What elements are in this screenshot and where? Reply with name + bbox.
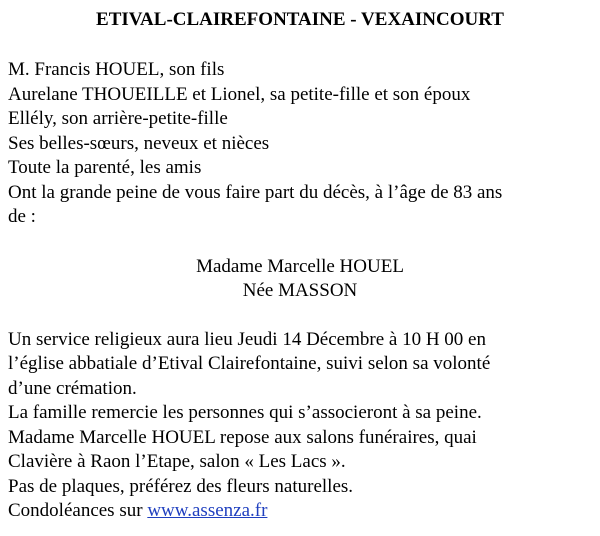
announcement-line-end: de : xyxy=(8,206,36,227)
service-line: Un service religieux aura lieu Jeudi 14 Décembre à 10 H 00 en xyxy=(8,328,486,350)
rest-location-line: Madame Marcelle HOUEL repose aux salons funéraires, quai xyxy=(8,426,477,448)
thanks-line: La famille remercie les personnes qui s’associeront à sa peine. xyxy=(8,402,482,423)
condolences-prefix: Condoléances sur xyxy=(8,500,148,521)
flowers-line: Pas de plaques, préférez des fleurs naturelles. xyxy=(8,475,354,497)
family-line-in-laws: Ses belles-sœurs, neveux et nièces xyxy=(8,132,270,154)
family-line-relatives: Toute la parenté, les amis xyxy=(8,157,202,178)
family-line-son: M. Francis HOUEL, son fils xyxy=(8,59,225,80)
deceased-name: Madame Marcelle HOUEL xyxy=(196,255,404,277)
family-line-granddaughter: Aurelane THOUEILLE et Lionel, sa petite-fille et son époux xyxy=(8,83,471,105)
service-details xyxy=(8,328,592,524)
service-line: l’église abbatiale d’Etival Clairefontaine, suivi selon sa volonté xyxy=(8,353,491,374)
deceased-block xyxy=(8,255,592,304)
notice-heading: ETIVAL-CLAIREFONTAINE - VEXAINCOURT xyxy=(96,9,504,30)
family-announcement xyxy=(8,58,592,230)
service-line: d’une crémation. xyxy=(8,377,137,399)
deceased-birth-name: Née MASSON xyxy=(242,280,358,301)
family-line-great-granddaughter: Ellély, son arrière-petite-fille xyxy=(8,108,228,129)
announcement-line: Ont la grande peine de vous faire part du décès, à l’âge de 83 ans xyxy=(8,181,503,203)
condolences-link[interactable]: www.assenza.fr xyxy=(147,500,268,521)
condolences-line xyxy=(8,499,592,524)
rest-location-line: Clavière à Raon l’Etape, salon « Les Lacs ». xyxy=(8,451,346,472)
